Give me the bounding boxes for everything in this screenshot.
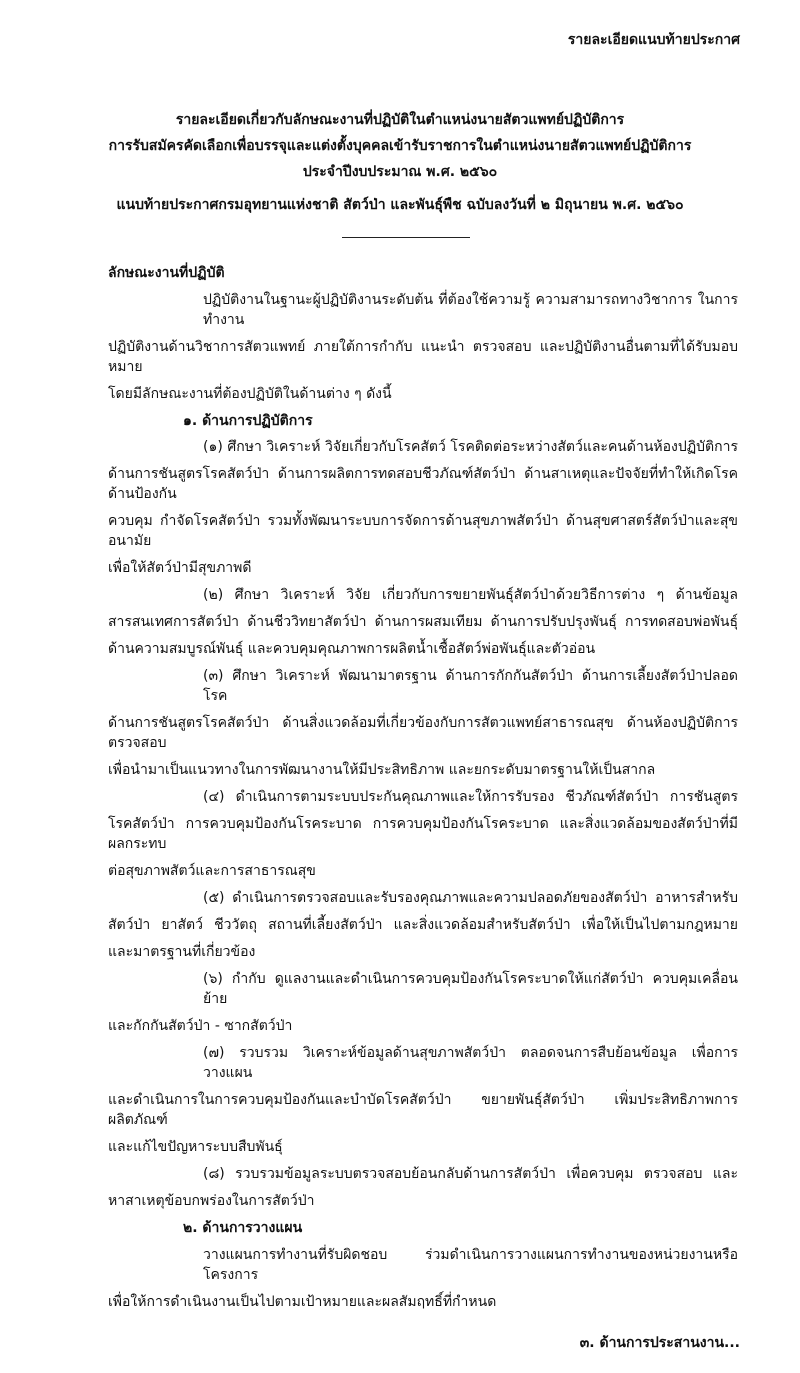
duty-item-8: หาสาเหตุข้อบกพร่องในการสัตว์ป่า [108, 1193, 315, 1209]
duty-item-3: ด้านการชันสูตรโรคสัตว์ป่า ด้านสิ่งแวดล้อมที่เกี่ยวข้องกับการสัตวแพทย์สาธารณสุข ด้านห้องปฏิบัติการตรวจสอบ [108, 715, 738, 751]
duty-item-5: (๕) ดำเนินการตรวจสอบและรับรองคุณภาพและความปลอดภัยของสัตว์ป่า อาหารสำหรับ [203, 890, 738, 906]
duty-item-7: (๗) รวบรวม วิเคราะห์ข้อมูลด้านสุขภาพสัตว์ป่า ตลอดจนการสืบย้อนข้อมูล เพื่อการวางแผน [203, 1045, 738, 1081]
part1-heading: ๑. ด้านการปฏิบัติการ [183, 413, 313, 429]
intro-line: โดยมีลักษณะงานที่ต้องปฏิบัติในด้านต่าง ๆ ดังนี้ [108, 386, 392, 402]
part2-line: เพื่อให้การดำเนินงานเป็นไปตามเป้าหมายและผลสัมฤทธิ์ที่กำหนด [108, 1294, 497, 1310]
duty-item-4: ต่อสุขภาพสัตว์และการสาธารณสุข [108, 863, 316, 879]
duty-item-2: (๒) ศึกษา วิเคราะห์ วิจัย เกี่ยวกับการขยายพันธุ์สัตว์ป่าด้วยวิธีการต่าง ๆ ด้านข้อมูล [203, 587, 738, 603]
duty-item-6: และกักกันสัตว์ป่า - ซากสัตว์ป่า [108, 1018, 293, 1034]
duty-item-1: เพื่อให้สัตว์ป่ามีสุขภาพดี [108, 560, 252, 576]
duty-item-4: (๔) ดำเนินการตามระบบประกันคุณภาพและให้การรับรอง ชีวภัณฑ์สัตว์ป่า การชันสูตร [203, 789, 738, 805]
duty-item-5: สัตว์ป่า ยาสัตว์ ชีววัตถุ สถานที่เลี้ยงสัตว์ป่า และสิ่งแวดล้อมสำหรับสัตว์ป่า เพื่อให้เป็นไปตามกฎหมาย [108, 917, 738, 933]
intro-line: ปฏิบัติงานในฐานะผู้ปฏิบัติงานระดับต้น ที่ต้องใช้ความรู้ ความสามารถทางวิชาการ ในการทำงาน [203, 292, 738, 328]
duty-item-2: ด้านความสมบูรณ์พันธุ์ และควบคุมคุณภาพการผลิตน้ำเชื้อสัตว์พ่อพันธุ์และตัวอ่อน [108, 641, 596, 657]
annex-line: แนบท้ายประกาศกรมอุทยานแห่งชาติ สัตว์ป่า และพันธุ์พืช ฉบับลงวันที่ ๒ มิถุนายน พ.ศ. ๒๕๖๐ [116, 197, 684, 213]
part2-heading: ๒. ด้านการวางแผน [183, 1220, 303, 1236]
duty-item-3: เพื่อนำมาเป็นแนวทางในการพัฒนางานให้มีประสิทธิภาพ และยกระดับมาตรฐานให้เป็นสากล [108, 762, 656, 778]
duty-item-8: (๘) รวบรวมข้อมูลระบบตรวจสอบย้อนกลับด้านการสัตว์ป่า เพื่อควบคุม ตรวจสอบ และ [203, 1166, 738, 1182]
document-title-line: รายละเอียดเกี่ยวกับลักษณะงานที่ปฏิบัติในตำแหน่งนายสัตวแพทย์ปฏิบัติการ [175, 112, 625, 128]
section-heading: ลักษณะงานที่ปฏิบัติ [108, 265, 225, 281]
part2-line: วางแผนการทำงานที่รับผิดชอบ ร่วมดำเนินการวางแผนการทำงานของหน่วยงานหรือโครงการ [203, 1247, 738, 1283]
duty-item-7: และดำเนินการในการควบคุมป้องกันและบำบัดโรคสัตว์ป่า ขยายพันธุ์สัตว์ป่า เพิ่มประสิทธิภาพการผลิตภัณฑ์ [108, 1092, 738, 1128]
duty-item-2: สารสนเทศการสัตว์ป่า ด้านชีววิทยาสัตว์ป่า ด้านการผสมเทียม ด้านการปรับปรุงพันธุ์ การทดสอบพ่อพันธุ์ [108, 614, 738, 630]
duty-item-6: (๖) กำกับ ดูแลงานและดำเนินการควบคุมป้องกันโรคระบาดให้แก่สัตว์ป่า ควบคุมเคลื่อนย้าย [203, 971, 738, 1007]
duty-item-3: (๓) ศึกษา วิเคราะห์ พัฒนามาตรฐาน ด้านการกักกันสัตว์ป่า ด้านการเลี้ยงสัตว์ป่าปลอดโรค [203, 668, 738, 704]
title-divider [342, 237, 470, 238]
document-title-line: ประจำปีงบประมาณ พ.ศ. ๒๕๖๐ [302, 164, 498, 180]
duty-item-4: โรคสัตว์ป่า การควบคุมป้องกันโรคระบาด การควบคุมป้องกันโรคระบาด และสิ่งแวดล้อมของสัตว์ป่าที่มีผลกระทบ [108, 816, 738, 852]
duty-item-7: และแก้ไขปัญหาระบบสืบพันธุ์ [108, 1139, 283, 1155]
header-note: รายละเอียดแนบท้ายประกาศ [567, 32, 740, 48]
duty-item-1: ด้านการชันสูตรโรคสัตว์ป่า ด้านการผลิตการทดสอบชีวภัณฑ์สัตว์ป่า ด้านสาเหตุและปัจจัยที่ทำให้เกิดโรค ด้านป้องกัน [108, 466, 738, 502]
duty-item-1: ควบคุม กำจัดโรคสัตว์ป่า รวมทั้งพัฒนาระบบการจัดการด้านสุขภาพสัตว์ป่า ด้านสุขศาสตร์สัตว์ป่าและสุขอนามัย [108, 513, 738, 549]
continuation-note: ๓. ด้านการประสานงาน... [579, 1335, 740, 1351]
intro-line: ปฏิบัติงานด้านวิชาการสัตวแพทย์ ภายใต้การกำกับ แนะนำ ตรวจสอบ และปฏิบัติงานอื่นตามที่ได้รับมอบหมาย [108, 339, 738, 375]
document-title-line: การรับสมัครคัดเลือกเพื่อบรรจุและแต่งตั้งบุคคลเข้ารับราชการในตำแหน่งนายสัตวแพทย์ปฏิบัติการ [108, 138, 692, 154]
duty-item-1: (๑) ศึกษา วิเคราะห์ วิจัยเกี่ยวกับโรคสัตว์ โรคติดต่อระหว่างสัตว์และคนด้านห้องปฏิบัติการ [203, 439, 738, 455]
duty-item-5: และมาตรฐานที่เกี่ยวข้อง [108, 944, 256, 960]
